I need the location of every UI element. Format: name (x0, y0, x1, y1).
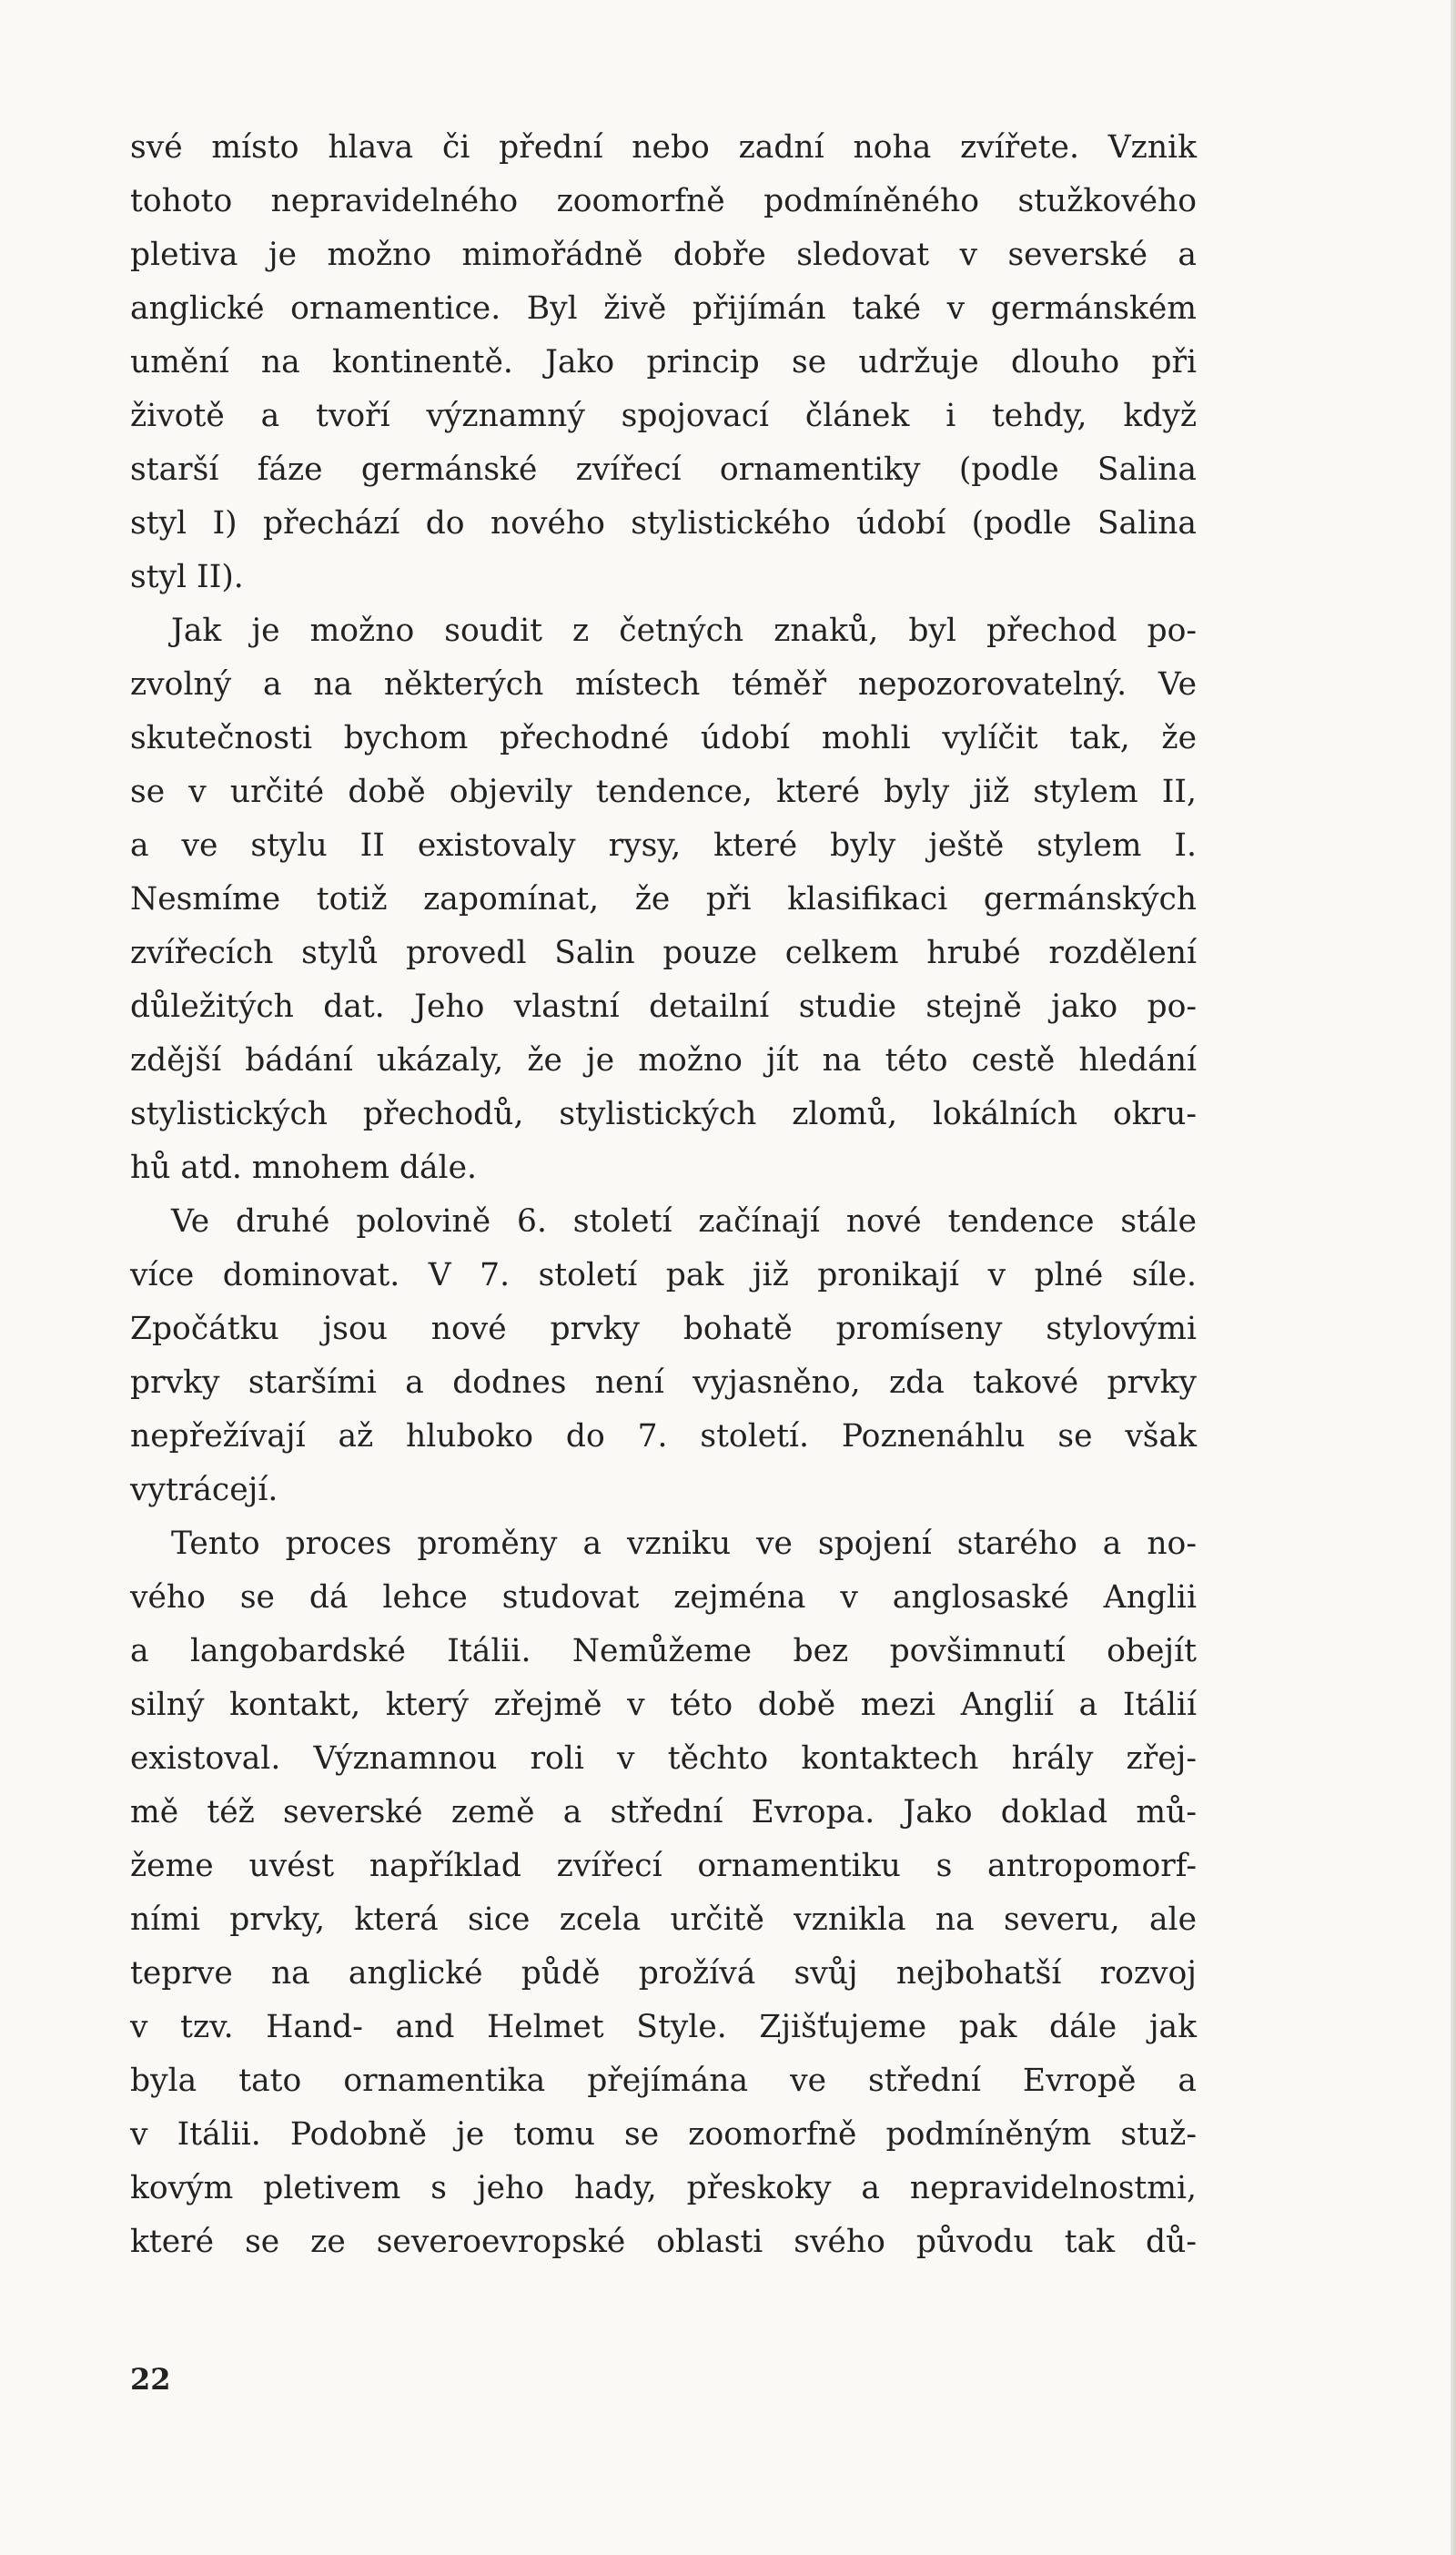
text-line: Jak je možno soudit z četných znaků, byl přechod po- (171, 613, 1197, 649)
text-line: umění na kontinentě. Jako princip se udržuje dlouho při (130, 344, 1197, 380)
text-line: a langobardské Itálii. Nemůžeme bez povšimnutí obejít (130, 1633, 1197, 1669)
text-line: zvířecích stylů provedl Salin pouze celkem hrubé rozdělení (130, 935, 1197, 971)
text-line: Zpočátku jsou nové prvky bohatě promíseny stylovými (130, 1311, 1197, 1347)
text-line: Nesmíme totiž zapomínat, že při klasifikaci germánských (130, 881, 1197, 918)
text-line: byla tato ornamentika přejímána ve střední Evropě a (130, 2063, 1197, 2099)
text-line: pletiva je možno mimořádně dobře sledovat v severské a (130, 237, 1197, 273)
text-line: životě a tvoří významný spojovací článek i tehdy, když (130, 398, 1197, 434)
text-line: Ve druhé polovině 6. století začínají nové tendence stále (171, 1203, 1197, 1240)
text-line: kovým pletivem s jeho hady, přeskoky a nepravidelnostmi, (130, 2170, 1197, 2206)
page-number: 22 (130, 2362, 171, 2397)
page-edge (1451, 0, 1456, 2555)
text-line: styl I) přechází do nového stylistického údobí (podle Salina (130, 505, 1197, 542)
text-line: které se ze severoevropské oblasti svého původu tak dů- (130, 2224, 1197, 2260)
text-line: tohoto nepravidelného zoomorfně podmíněného stužkového (130, 183, 1197, 219)
text-line: prvky staršími a dodnes není vyjasněno, zda takové prvky (130, 1364, 1197, 1401)
text-line: své místo hlava či přední nebo zadní noha zvířete. Vznik (130, 129, 1197, 166)
text-line: v Itálii. Podobně je tomu se zoomorfně podmíněným stuž- (130, 2116, 1197, 2153)
text-line: silný kontakt, který zřejmě v této době mezi Anglií a Itálií (130, 1687, 1197, 1723)
text-line: zvolný a na některých místech téměř nepozorovatelný. Ve (130, 666, 1197, 703)
text-line: vytrácejí. (130, 1472, 278, 1508)
text-line: v tzv. Hand- and Helmet Style. Zjišťujeme pak dále jak (130, 2009, 1197, 2045)
text-line: anglické ornamentice. Byl živě přijímán také v germánském (130, 290, 1197, 327)
text-line: nepřežívají až hluboko do 7. století. Poznenáhlu se však (130, 1418, 1197, 1455)
text-line: styl II). (130, 559, 244, 595)
body-text (130, 121, 1197, 2269)
text-line: a ve stylu II existovaly rysy, které byly ještě stylem I. (130, 827, 1197, 864)
text-line: stylistických přechodů, stylistických zlomů, lokálních okru- (130, 1096, 1197, 1132)
text-line: žeme uvést například zvířecí ornamentiku s antropomorf- (130, 1848, 1197, 1884)
text-line: Tento proces proměny a vzniku ve spojení starého a no- (171, 1526, 1197, 1562)
text-line: mě též severské země a střední Evropa. Jako doklad mů- (130, 1794, 1197, 1830)
text-line: se v určité době objevily tendence, které byly již stylem II, (130, 774, 1197, 810)
text-line: starší fáze germánské zvířecí ornamentiky (podle Salina (130, 451, 1197, 488)
text-line: ními prvky, která sice zcela určitě vznikla na severu, ale (130, 1901, 1197, 1938)
text-line: zdější bádání ukázaly, že je možno jít na této cestě hledání (130, 1042, 1197, 1079)
text-line: skutečnosti bychom přechodné údobí mohli vylíčit tak, že (130, 720, 1197, 756)
text-line: hů atd. mnohem dále. (130, 1150, 477, 1186)
text-line: důležitých dat. Jeho vlastní detailní studie stejně jako po- (130, 989, 1197, 1025)
text-line: více dominovat. V 7. století pak již pronikají v plné síle. (130, 1257, 1197, 1293)
text-line: teprve na anglické půdě prožívá svůj nejbohatší rozvoj (130, 1955, 1197, 1992)
text-line: vého se dá lehce studovat zejména v anglosaské Anglii (130, 1579, 1197, 1616)
text-line: existoval. Významnou roli v těchto kontaktech hrály zřej- (130, 1740, 1197, 1777)
